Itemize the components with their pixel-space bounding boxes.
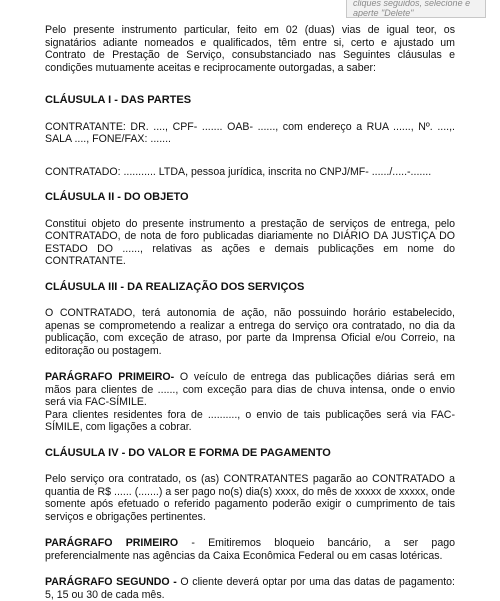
paragraph-label: PARÁGRAFO PRIMEIRO <box>45 537 179 549</box>
clause-3-text: O CONTRATADO, terá autonomia de ação, não possuindo horário estabelecido, apenas se comprometendo a realizar a entrega do serviço ora contratado, no dia da publicação, com exceção de atraso, por parte da Imprensa Oficial e/ou Correio, na editoração ou postagem. <box>45 307 455 357</box>
paragraph-label: PARÁGRAFO SEGUNDO - <box>45 576 177 588</box>
paragraph-text: - Emitiremos bloqueio bancário, a ser pago preferencialmente nas agências da Caixa Econômica Federal ou em casas lotéricas. <box>45 537 455 562</box>
clause-4-paragraph-1 <box>45 537 455 562</box>
paragraph-label: PARÁGRAFO PRIMEIRO- <box>45 371 175 383</box>
instruction-tooltip <box>346 0 486 18</box>
clause-3-title: CLÁUSULA III - DA REALIZAÇÃO DOS SERVIÇOS <box>45 280 305 293</box>
contratado-paragraph: CONTRATADO: ........... LTDA, pessoa jurídica, inscrita no CNPJ/MF- ....../.....-....... <box>45 165 432 178</box>
clause-3-paragraph-1 <box>45 371 455 409</box>
clause-2-title: CLÁUSULA II - DO OBJETO <box>45 191 189 203</box>
paragraph-text: O cliente deverá optar por uma das datas de pagamento: 5, 15 ou 30 de cada mês. <box>45 576 455 601</box>
tooltip-line-2: aperte "Delete" <box>353 8 414 18</box>
contratante-paragraph: CONTRATANTE: DR. ...., CPF- ....... OAB- ......, com endereço a RUA ......, Nº. ....,. SALA ...., FONE/FAX: ....... <box>45 120 455 145</box>
tooltip-line-1: cliques seguidos, selecione e <box>353 0 471 8</box>
cut-off-footer-note <box>60 592 440 600</box>
clause-4-title: CLÁUSULA IV - DO VALOR E FORMA DE PAGAMENTO <box>45 446 331 459</box>
clause-1-title: CLÁUSULA I - DAS PARTES <box>45 94 192 106</box>
clause-4-text: Pelo serviço ora contratado, os (as) CONTRATANTES pagarão ao CONTRATADO a quantia de R$ ...... (.......) a ser pago no(s) dia(s) xxxx, do mês de xxxxx de xxxxx, onde somente após efetuado o referido pagamento poderão exigir o cumprimento de tais serviços e obrigações pertinentes. <box>45 473 455 523</box>
clause-3-paragraph-1-continued: Para clientes residentes fora de .........., o envio de tais publicações será via FAC-SÍMILE, com ligações a cobrar. <box>45 408 455 433</box>
contract-document <box>45 24 455 601</box>
paragraph-text: O veículo de entrega das publicações diárias será em mãos para clientes de ......, com exceção para dias de chuva intensa, onde o envio será via FAC-SÍMILE. <box>45 371 455 408</box>
intro-paragraph: Pelo presente instrumento particular, feito em 02 (duas) vias de igual teor, os signatários adiante nomeados e qualificados, têm entre si, certo e ajustado um Contrato de Prestação de Serviço, consubstanciado nas Seguintes cláusulas e condições mutuamente aceitas e reciprocamente outorgadas, a saber: <box>45 24 455 74</box>
clause-2-text: Constitui objeto do presente instrumento a prestação de serviços de entrega, pelo CONTRATADO, de nota de foro publicadas diariamente no DIÁRIO DA JUSTIÇA DO ESTADO DO ......, relativas as ações e demais publicações em nome do CONTRATANTE. <box>45 217 455 267</box>
